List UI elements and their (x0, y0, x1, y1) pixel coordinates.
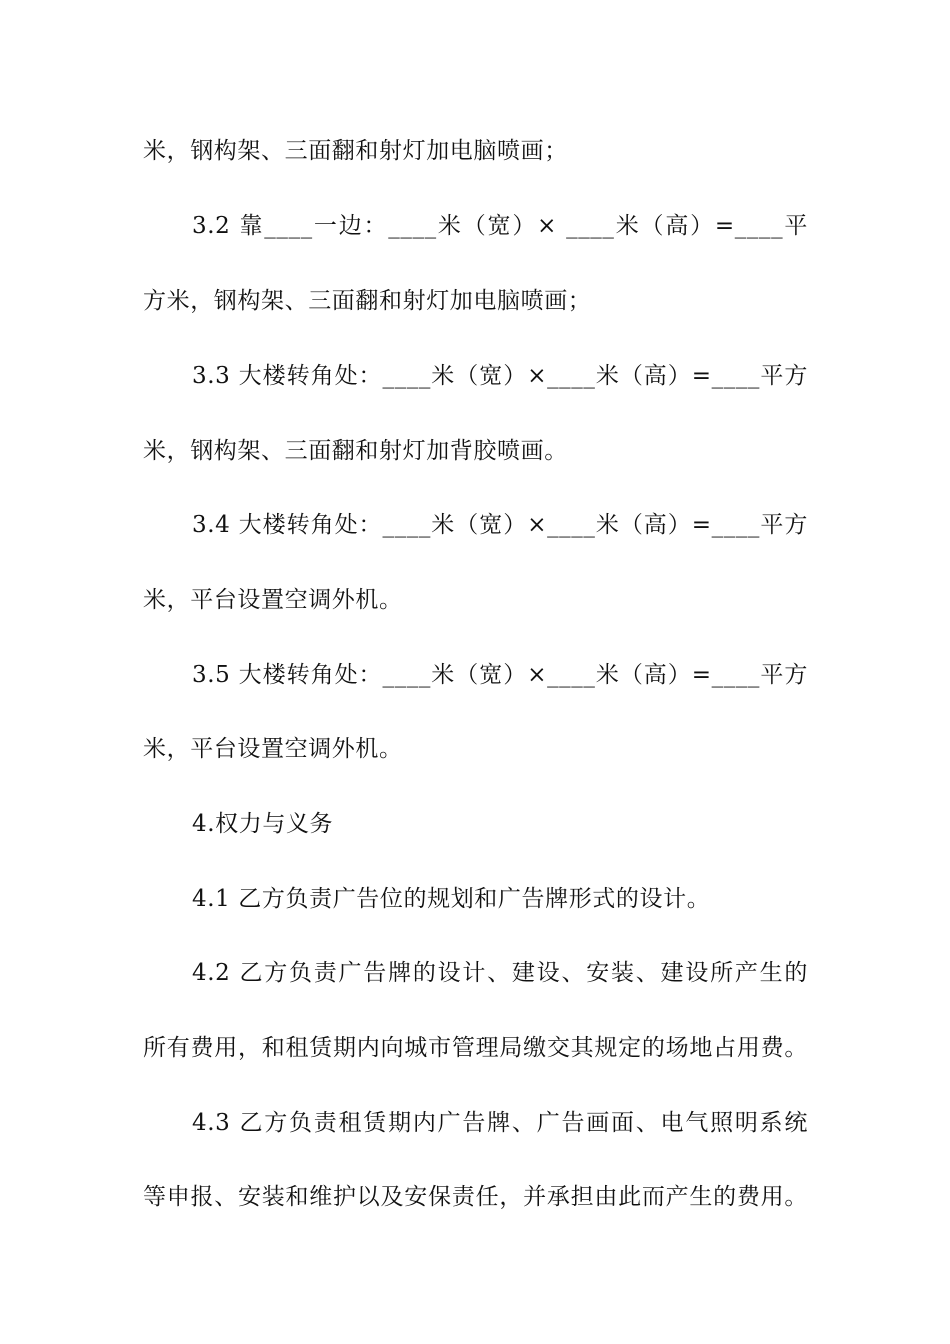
text-line-15: 等申报、安装和维护以及安保责任，并承担由此而产生的费用。 (143, 1184, 808, 1210)
text-line-4: 3.3 大楼转角处：____米（宽）×____米（高）=____平方 (192, 363, 808, 389)
text-line-2: 3.2 靠____一边：____米（宽）× ____米（高）=____平 (192, 213, 808, 239)
text-line-7: 米，平台设置空调外机。 (143, 587, 403, 613)
text-line-5: 米，钢构架、三面翻和射灯加背胶喷画。 (143, 438, 568, 464)
text-line-12: 4.2 乙方负责广告牌的设计、建设、安装、建设所产生的 (192, 960, 808, 986)
text-line-3: 方米，钢构架、三面翻和射灯加电脑喷画； (143, 288, 592, 314)
text-line-9: 米，平台设置空调外机。 (143, 736, 403, 762)
text-line-1: 米，钢构架、三面翻和射灯加电脑喷画； (143, 138, 568, 164)
text-line-6: 3.4 大楼转角处：____米（宽）×____米（高）=____平方 (192, 512, 808, 538)
text-line-8: 3.5 大楼转角处：____米（宽）×____米（高）=____平方 (192, 662, 808, 688)
text-line-14: 4.3 乙方负责租赁期内广告牌、广告画面、电气照明系统 (192, 1110, 808, 1136)
text-line-11: 4.1 乙方负责广告位的规划和广告牌形式的设计。 (192, 886, 711, 912)
text-line-13: 所有费用，和租赁期内向城市管理局缴交其规定的场地占用费。 (143, 1035, 808, 1061)
section-heading: 4.权力与义务 (192, 811, 334, 837)
